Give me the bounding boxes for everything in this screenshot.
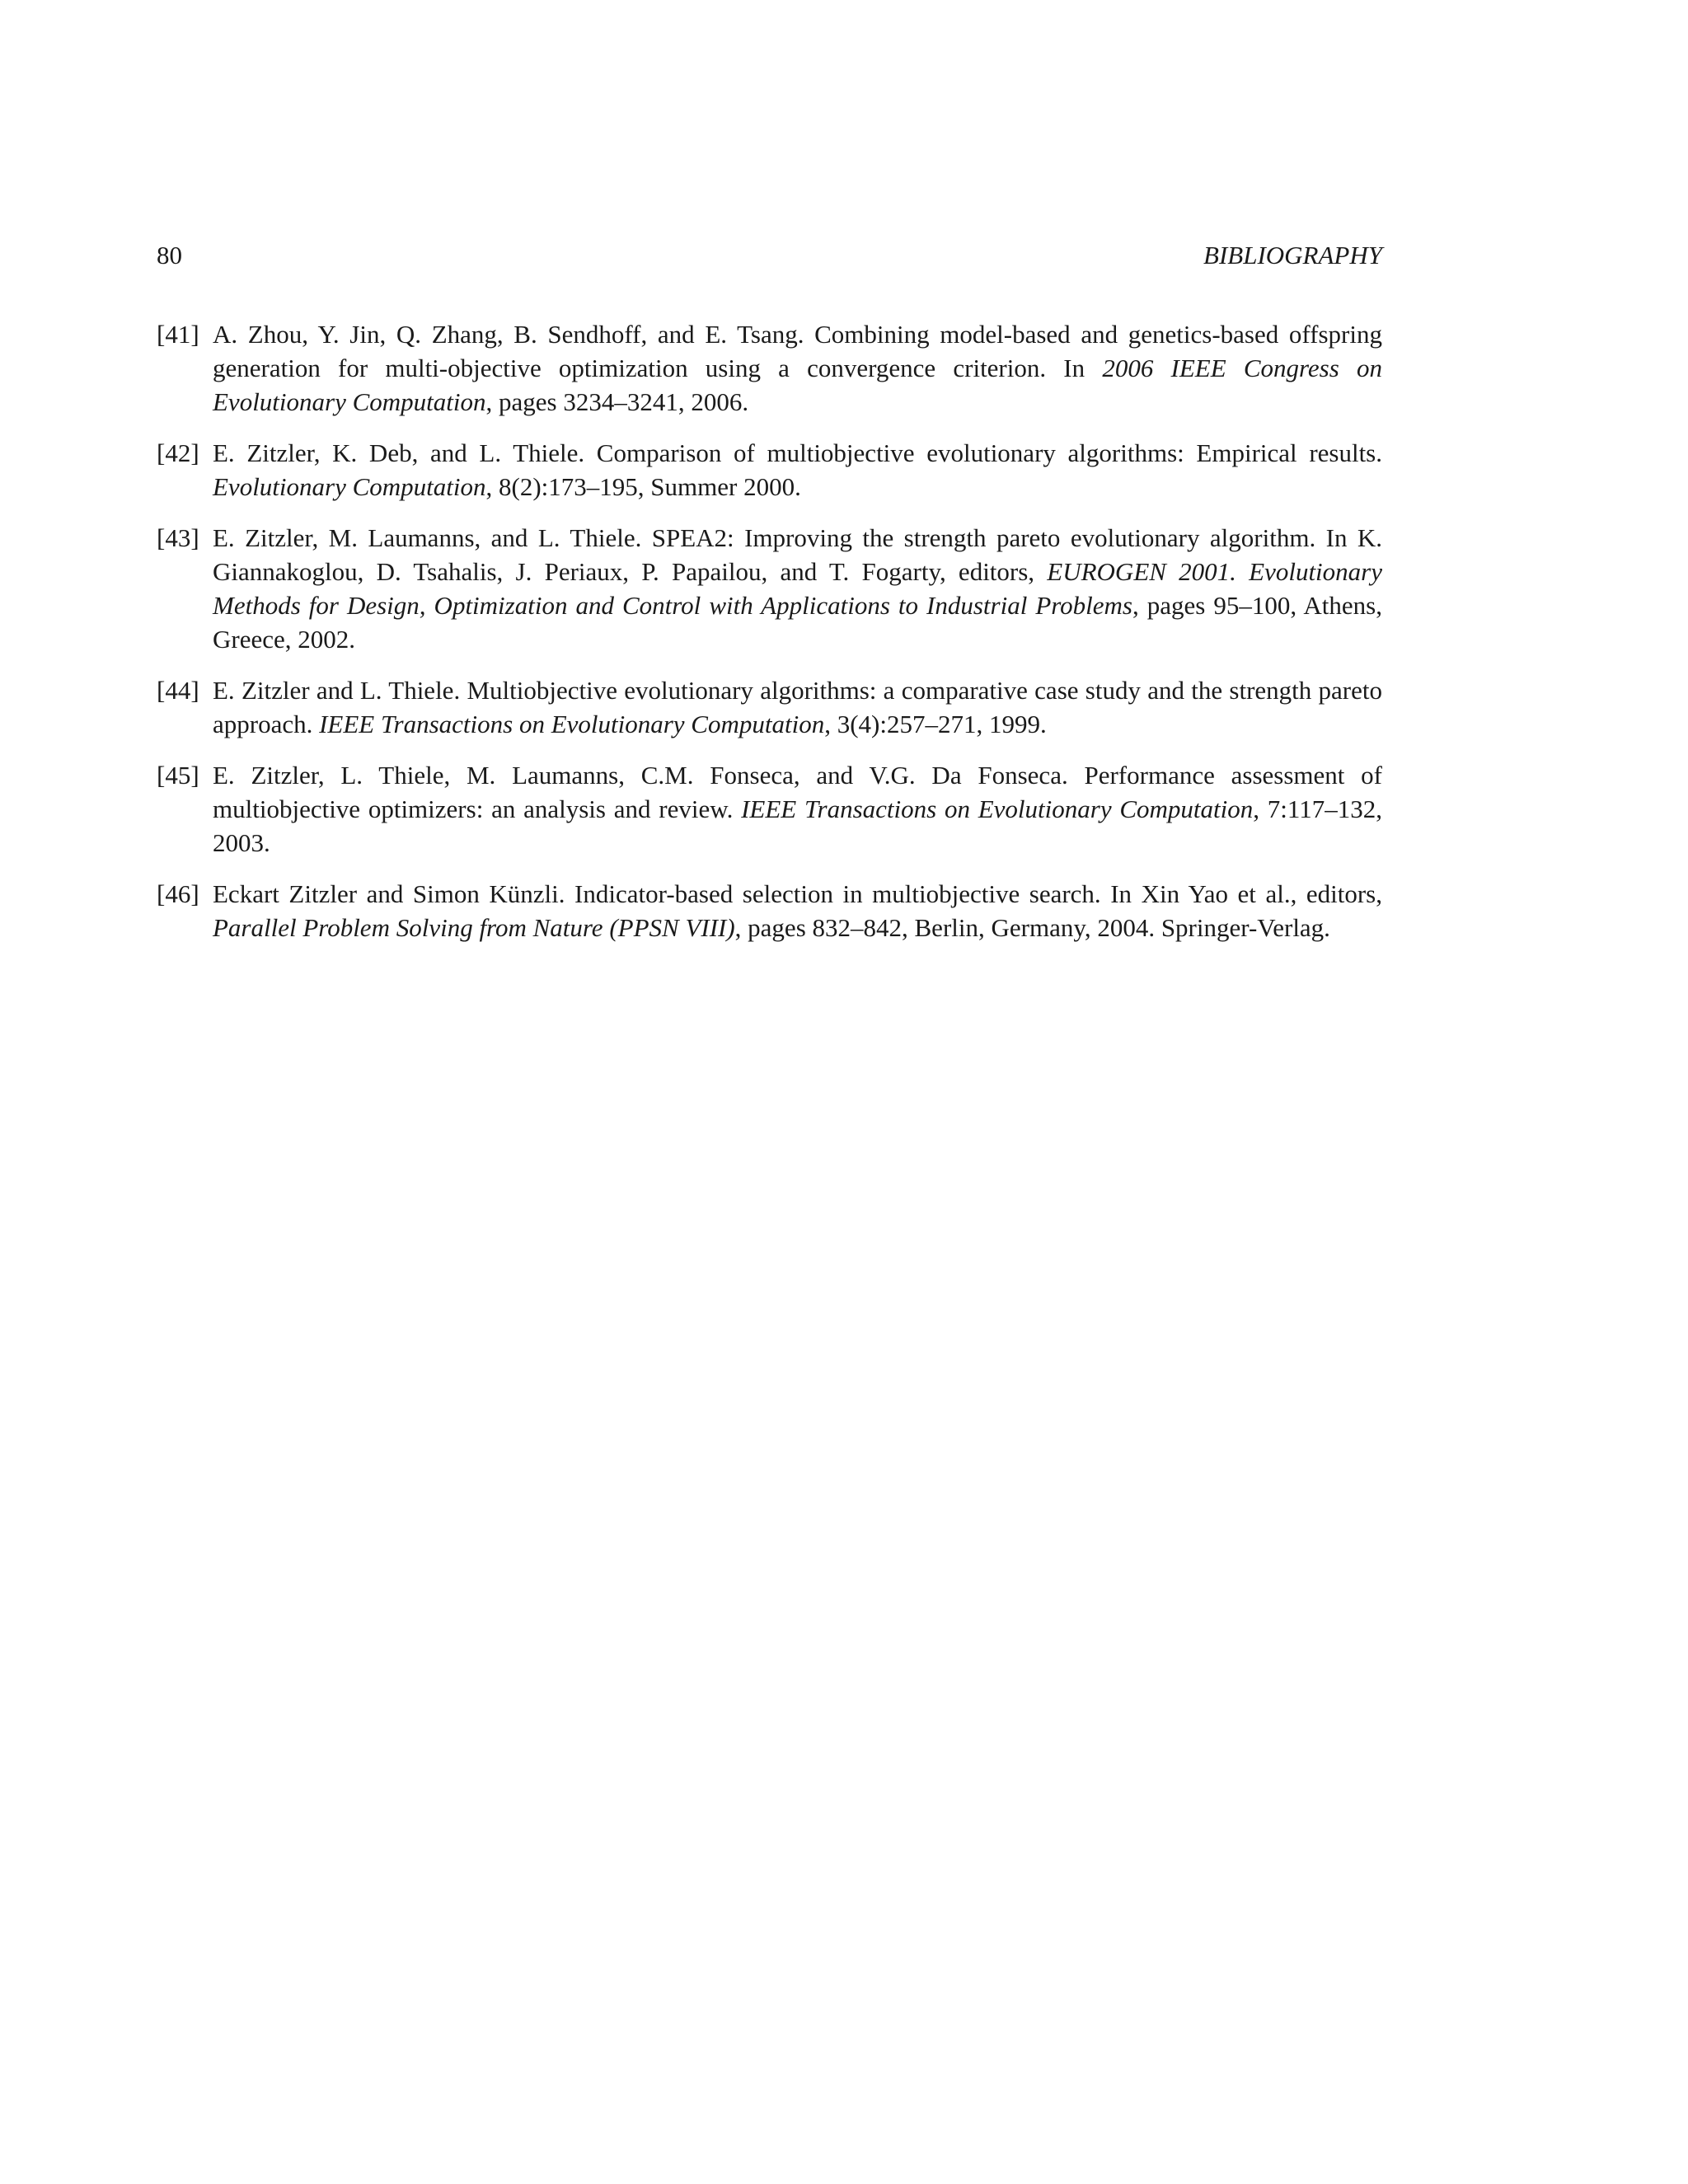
reference-venue: IEEE Transactions on Evolutionary Computation xyxy=(319,710,825,738)
reference-venue: EUROGEN 2001. Evolutionary Methods for Design, Optimization and Control with Applications to Industrial Problems xyxy=(213,557,1382,620)
reference-label: [42] xyxy=(157,438,199,467)
reference-authors-title: E. Zitzler, L. Thiele, M. Laumanns, C.M. Fonseca, and V.G. Da Fonseca. Performance assessment of multiobjective optimizers: an analysis and review. xyxy=(213,761,1382,823)
reference-details: , pages 95–100, Athens, Greece, 2002. xyxy=(213,591,1382,654)
running-head xyxy=(157,239,1382,272)
section-title: BIBLIOGRAPHY xyxy=(1203,241,1382,269)
reference-text xyxy=(213,521,1382,656)
page-number: 80 xyxy=(157,241,182,269)
reference-label: [46] xyxy=(157,879,199,908)
reference-text xyxy=(213,436,1382,504)
reference-venue: IEEE Transactions on Evolutionary Computation xyxy=(741,794,1254,823)
reference-label: [45] xyxy=(157,761,199,790)
reference-text xyxy=(213,758,1382,860)
reference-label: [43] xyxy=(157,523,199,552)
reference-41 xyxy=(157,317,1382,419)
reference-label: [44] xyxy=(157,676,199,705)
reference-authors-title: Eckart Zitzler and Simon Künzli. Indicator-based selection in multiobjective search. In Xin Yao et al., editors, xyxy=(213,879,1382,908)
reference-46 xyxy=(157,877,1382,944)
reference-details: , 3(4):257–271, 1999. xyxy=(824,710,1047,738)
reference-text xyxy=(213,877,1382,944)
reference-venue: Parallel Problem Solving from Nature (PPSN VIII) xyxy=(213,913,735,942)
reference-authors-title: A. Zhou, Y. Jin, Q. Zhang, B. Sendhoff, and E. Tsang. Combining model-based and genetics-based offspring generation for multi-objective optimization using a convergence criterion. In xyxy=(213,320,1382,382)
reference-details: , pages 3234–3241, 2006. xyxy=(485,387,749,416)
reference-43 xyxy=(157,521,1382,656)
reference-authors-title: E. Zitzler and L. Thiele. Multiobjective evolutionary algorithms: a comparative case study and the strength pareto approach. xyxy=(213,676,1382,738)
reference-venue: Evolutionary Computation xyxy=(213,472,486,501)
reference-text xyxy=(213,673,1382,741)
reference-details: , 7:117–132, 2003. xyxy=(213,794,1382,857)
reference-label: [41] xyxy=(157,320,199,349)
reference-text xyxy=(213,317,1382,419)
reference-45 xyxy=(157,758,1382,860)
reference-authors-title: E. Zitzler, M. Laumanns, and L. Thiele. SPEA2: Improving the strength pareto evolutionary algorithm. In K. Giannakoglou, D. Tsahalis, J. Periaux, P. Papailou, and T. Fogarty, editors, xyxy=(213,523,1382,586)
reference-authors-title: E. Zitzler, K. Deb, and L. Thiele. Comparison of multiobjective evolutionary algorithms: Empirical results. xyxy=(213,438,1382,467)
reference-42 xyxy=(157,436,1382,504)
reference-44 xyxy=(157,673,1382,741)
reference-details: , 8(2):173–195, Summer 2000. xyxy=(485,472,801,501)
bibliography-list xyxy=(157,317,1382,962)
reference-details: , pages 832–842, Berlin, Germany, 2004. Springer-Verlag. xyxy=(734,913,1330,942)
reference-venue: 2006 IEEE Congress on Evolutionary Computation xyxy=(213,354,1382,416)
